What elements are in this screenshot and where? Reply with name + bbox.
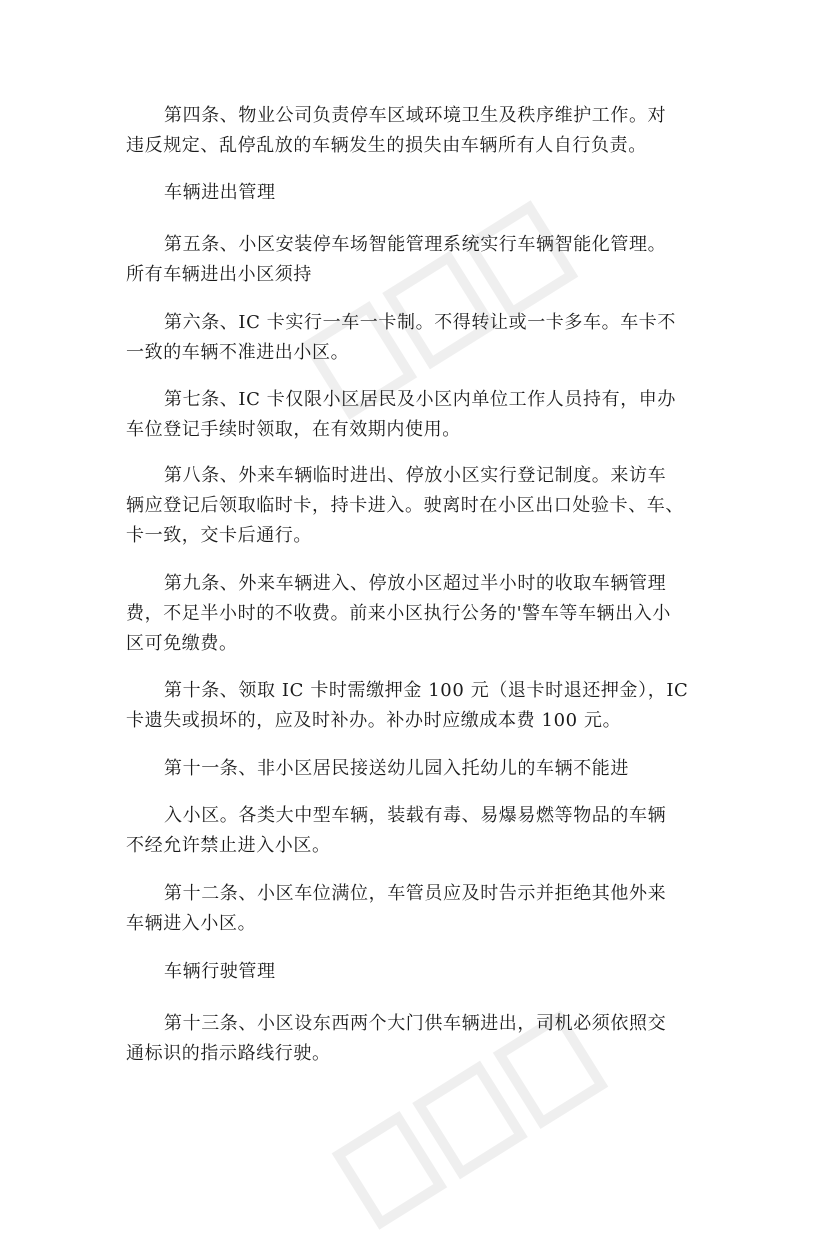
- article-6-line-2: 一致的车辆不准进出小区。: [126, 342, 350, 363]
- article-12-line-1: 第十二条、小区车位满位，车管员应及时告示并拒绝其他外来: [164, 883, 667, 904]
- article-4-line-2: 违反规定、乱停乱放的车辆发生的损失由车辆所有人自行负责。: [126, 135, 647, 156]
- article-9-line-3: 区可免缴费。: [126, 633, 238, 654]
- article-12-line-2: 车辆进入小区。: [126, 913, 257, 934]
- article-9-line-1: 第九条、外来车辆进入、停放小区超过半小时的收取车辆管理: [164, 573, 667, 594]
- article-13-line-2: 通标识的指示路线行驶。: [126, 1043, 331, 1064]
- article-10-line-1: 第十条、领取 IC 卡时需缴押金 100 元（退卡时退还押金），IC: [164, 680, 689, 701]
- article-9-line-2: 费，不足半小时的不收费。前来小区执行公务的'警车等车辆出入小: [126, 603, 671, 624]
- article-7-line-1: 第七条、IC 卡仅限小区居民及小区内单位工作人员持有，申办: [164, 389, 677, 410]
- article-6-line-1: 第六条、IC 卡实行一车一卡制。不得转让或一卡多车。车卡不: [164, 312, 677, 333]
- article-5-line-1: 第五条、小区安装停车场智能管理系统实行车辆智能化管理。: [164, 234, 667, 255]
- section-heading-vehicle-access: 车辆进出管理: [164, 182, 276, 203]
- article-8-line-1: 第八条、外来车辆临时进出、停放小区实行登记制度。来访车: [164, 465, 667, 486]
- article-8-line-2: 辆应登记后领取临时卡，持卡进入。驶离时在小区出口处验卡、车、: [126, 495, 684, 516]
- article-4-line-1: 第四条、物业公司负责停车区域环境卫生及秩序维护工作。对: [164, 105, 667, 126]
- article-11-line-2: 入小区。各类大中型车辆，装载有毒、易爆易燃等物品的车辆: [164, 805, 667, 826]
- section-heading-vehicle-driving: 车辆行驶管理: [164, 961, 276, 982]
- article-10-line-2: 卡遗失或损坏的，应及时补办。补办时应缴成本费 100 元。: [126, 710, 622, 731]
- article-5-line-2: 所有车辆进出小区须持: [126, 264, 312, 285]
- article-11-line-1: 第十一条、非小区居民接送幼儿园入托幼儿的车辆不能进: [164, 758, 629, 779]
- article-8-line-3: 卡一致，交卡后通行。: [126, 525, 312, 546]
- article-7-line-2: 车位登记手续时领取，在有效期内使用。: [126, 419, 461, 440]
- article-11-line-3: 不经允许禁止进入小区。: [126, 835, 331, 856]
- article-13-line-1: 第十三条、小区设东西两个大门供车辆进出，司机必须依照交: [164, 1013, 667, 1034]
